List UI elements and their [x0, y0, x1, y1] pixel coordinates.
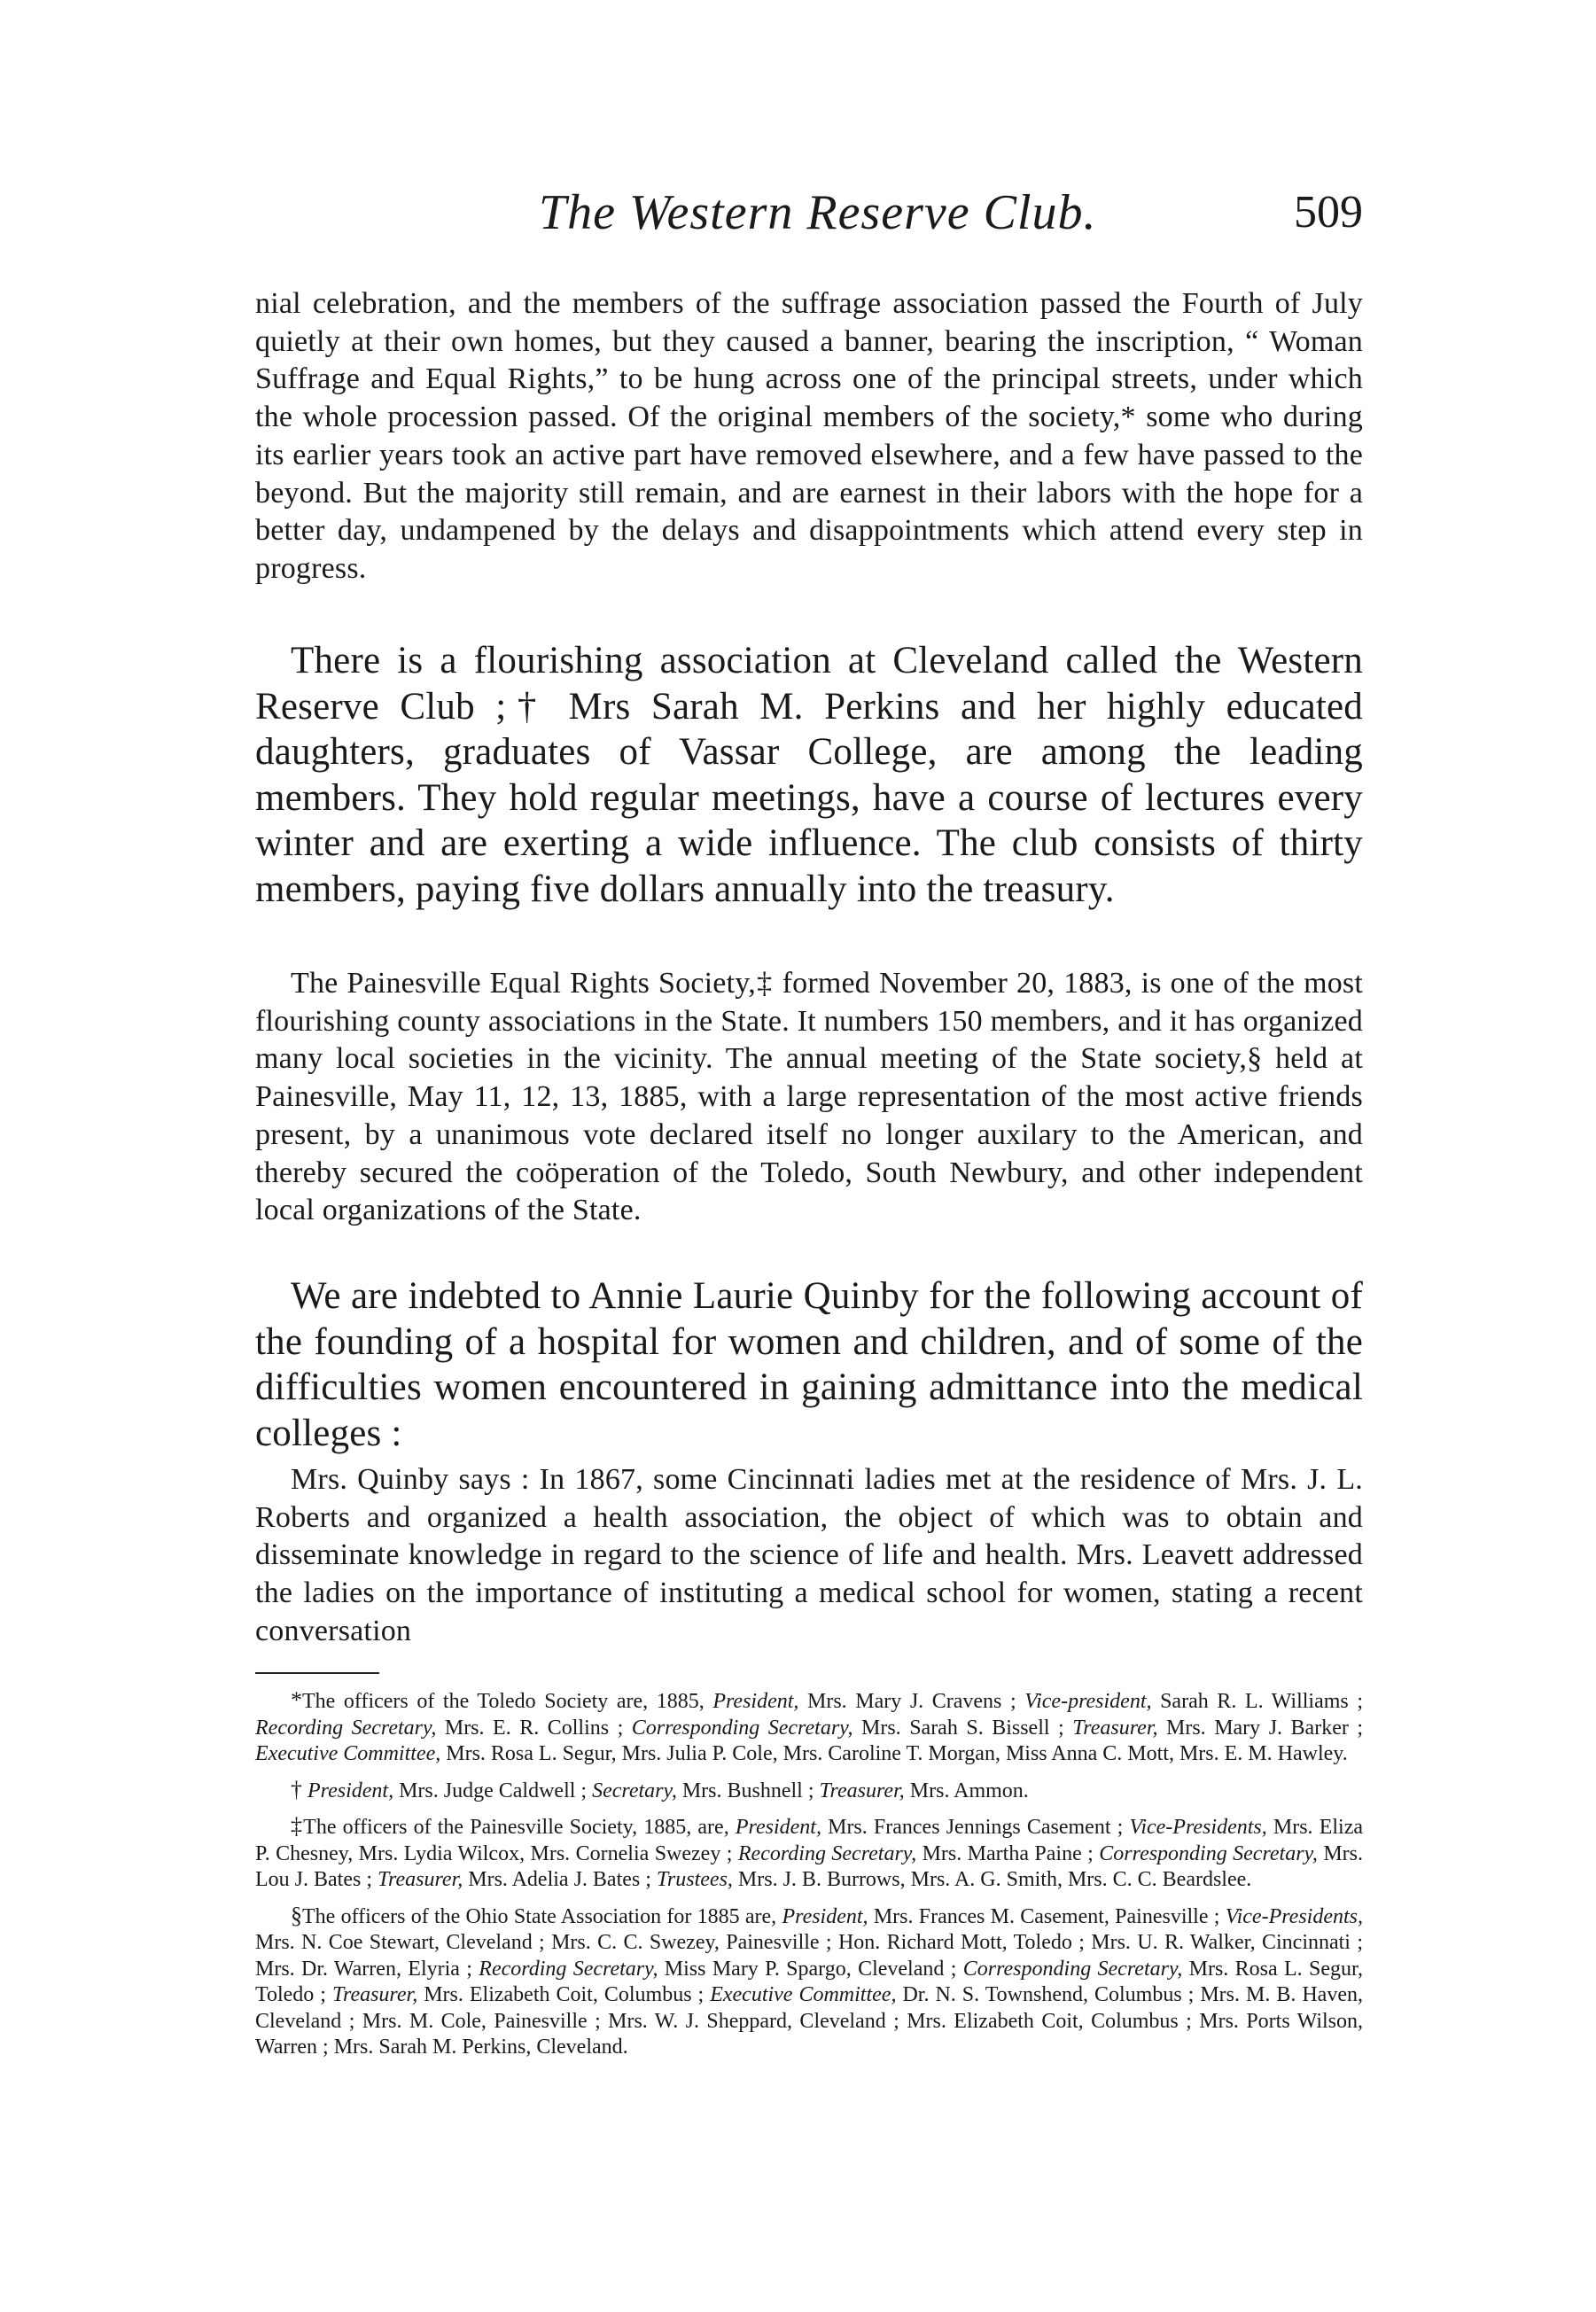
running-title: The Western Reserve Club.	[539, 185, 1097, 240]
paragraph-quinby-intro: We are indebted to Annie Laurie Quinby for the following account of the founding of a hospital for women and children, and of some of the difficulties women encountered in gaining admittance into the medical colleges :	[255, 1275, 1363, 1454]
paragraph-quinby-quote-block	[255, 1461, 1363, 1651]
footnote-painesville: ‡The officers of the Painesville Society, 1885, are, President, Mrs. Frances Jennings Casement ; Vice-Presidents, Mrs. Eliza P. Chesney, Mrs. Lydia Wilcox, Mrs. Cornelia Swezey ; Recording Secretary, Mrs. Martha Paine ; Corresponding Secretary, Mrs. Lou J. Bates ; Treasurer, Mrs. Adelia J. Bates ; Trustees, Mrs. J. B. Burrows, Mrs. A. G. Smith, Mrs. C. C. Beardslee.	[255, 1813, 1364, 1891]
paragraph-suffrage-banner: nial celebration, and the members of the suffrage association passed the Fourth of July quietly at their own homes, but they caused a banner, bearing the inscription, “ Woman Suffrage and Equal Rights,” to be hung across one of the principal streets, under which the whole procession passed. Of the original members of the society,* some who during its earlier years took an active part have removed elsewhere, and a few have passed to the beyond. But the majority still remain, and are earnest in their labors with the hope for a better day, undampened by the delays and disappointments which attend every step in progress.	[255, 287, 1363, 585]
paragraph-quinby-says: Mrs. Quinby says : In 1867, some Cincinnati ladies met at the residence of Mrs. J. L. Roberts and organized a health association, the object of which was to obtain and disseminate knowledge in regard to the science of life and health. Mrs. Leavett addressed the ladies on the importance of instituting a medical school for women, stating a recent conversation	[255, 1463, 1363, 1647]
footnote-western-reserve-club: † President, Mrs. Judge Caldwell ; Secretary, Mrs. Bushnell ; Treasurer, Mrs. Ammon.	[291, 1776, 1029, 1802]
footnotes	[255, 1687, 1363, 2061]
paragraph-painesville-society: The Painesville Equal Rights Society,‡ formed November 20, 1883, is one of the most flourishing county associations in the State. It numbers 150 members, and it has organized many local societies in the vicinity. The annual meeting of the State society,§ held at Painesville, May 11, 12, 13, 1885, with a large representation of the most active friends present, by a unanimous vote declared itself no longer auxilary to the American, and thereby secured the coöperation of the Toledo, South Newbury, and other independent local organizations of the State.	[255, 967, 1363, 1227]
footnote-ohio-state: §The officers of the Ohio State Association for 1885 are, President, Mrs. Frances M. Casement, Painesville ; Vice-Presidents, Mrs. N. Coe Stewart, Cleveland ; Mrs. C. C. Swezey, Painesville ; Hon. Richard Mott, Toledo ; Mrs. U. R. Walker, Cincinnati ; Mrs. Dr. Warren, Elyria ; Recording Secretary, Miss Mary P. Spargo, Cleveland ; Corresponding Secretary, Mrs. Rosa L. Segur, Toledo ; Treasurer, Mrs. Elizabeth Coit, Columbus ; Executive Committee, Dr. N. S. Townshend, Columbus ; Mrs. M. B. Haven, Cleveland ; Mrs. M. Cole, Painesville ; Mrs. W. J. Sheppard, Cleveland ; Mrs. Elizabeth Coit, Columbus ; Mrs. Ports Wilson, Warren ; Mrs. Sarah M. Perkins, Cleveland.	[255, 1902, 1364, 2059]
paragraph-painesville-block	[255, 965, 1363, 1230]
footnote-toledo: *The officers of the Toledo Society are, 1885, President, Mrs. Mary J. Cravens ; Vice-president, Sarah R. L. Williams ; Recording Secretary, Mrs. E. R. Collins ; Corresponding Secretary, Mrs. Sarah S. Bissell ; Treasurer, Mrs. Mary J. Barker ; Executive Committee, Mrs. Rosa L. Segur, Mrs. Julia P. Cole, Mrs. Caroline T. Morgan, Miss Anna C. Mott, Mrs. E. M. Hawley.	[255, 1687, 1364, 1765]
paragraph-western-reserve-club: There is a flourishing association at Cleveland called the Western Reserve Club ;† Mrs Sarah M. Perkins and her highly educated daughters, graduates of Vassar College, are among the leading members. They hold regular meetings, have a course of lectures every winter and are exerting a wide influence. The club consists of thirty members, paying five dollars annually into the treasury.	[255, 640, 1363, 910]
page-number: 509	[1294, 187, 1363, 237]
paragraph-western-reserve-club-block	[255, 638, 1363, 912]
footnote-rule	[255, 1672, 379, 1674]
page-header	[255, 184, 1363, 255]
paragraph-quinby-intro-block	[255, 1273, 1363, 1456]
paragraph-continuation	[255, 285, 1363, 588]
